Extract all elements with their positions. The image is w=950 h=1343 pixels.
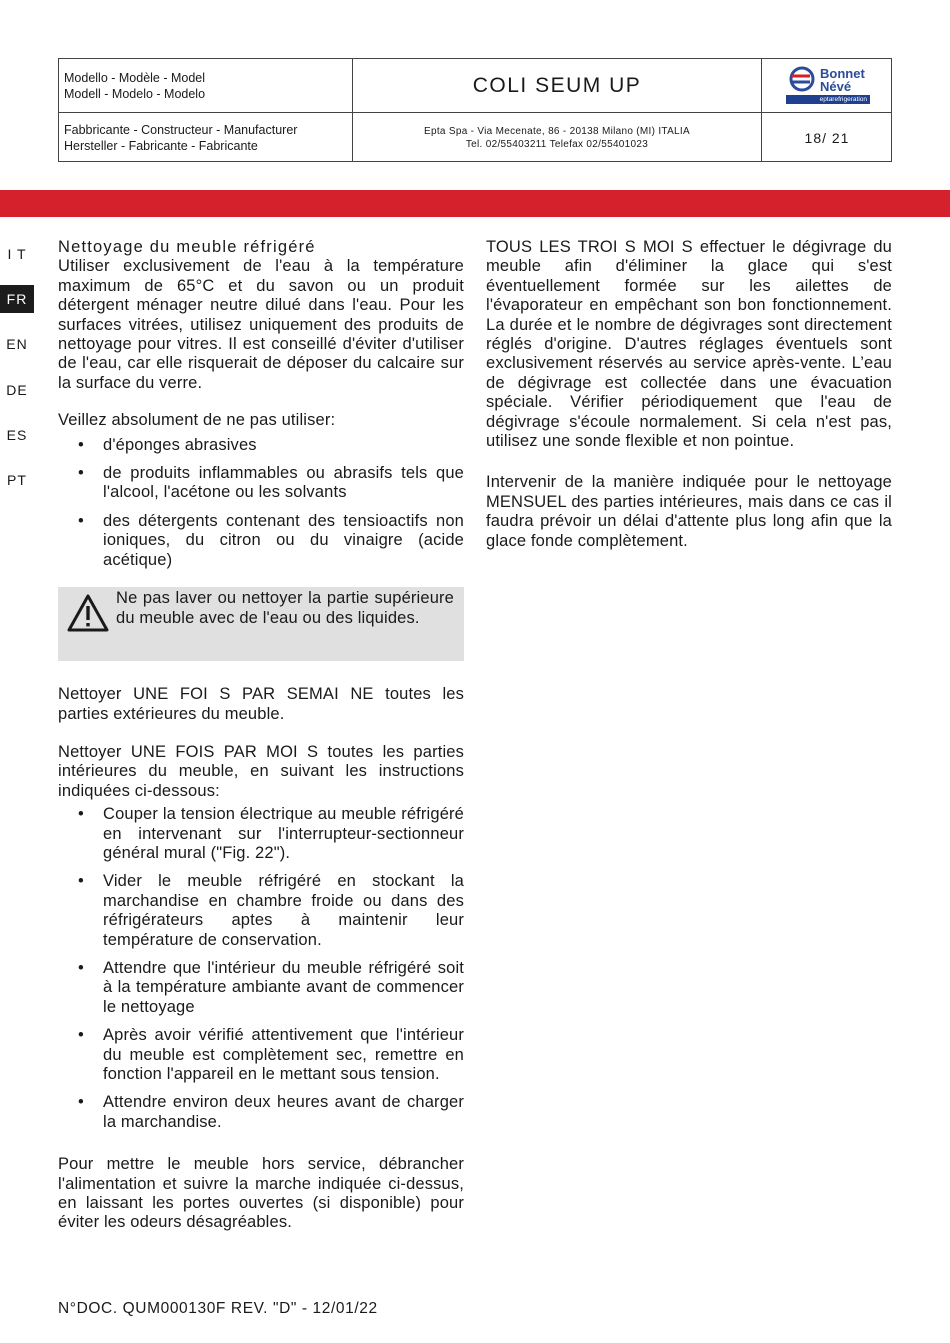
list-item: • d'éponges abrasives [58, 436, 464, 455]
lang-tab-en[interactable]: EN [6, 336, 28, 352]
lang-tab-fr[interactable]: FR [0, 285, 34, 313]
monthly-paragraph: Nettoyer UNE FOIS PAR MOI S toutes les parties intérieures du meuble, en suivant les instructions indiquées ci-dessous: [58, 742, 464, 800]
warning-box [58, 587, 464, 661]
list-item: • Vider le meuble réfrigéré en stockant la marchandise en chambre froide ou dans des réfrigérateurs aptes à maintenir leur température de conservation. [58, 872, 464, 950]
intro-paragraph: Utiliser exclusivement de l'eau à la température maximum de 65°C et du savon ou un produit détergent ménager neutre dilué dans l'eau. Pour les surfaces vitrées, utilisez uniquement des produits de nettoyage pour vitres. Il est conseillé d'éviter d'utiliser de l'eau, car elle risquerait de déposer du calcaire sur la surface du verre. [58, 257, 464, 392]
document-number: N°DOC. QUM000130F REV. "D" - 12/01/22 [58, 1300, 378, 1317]
section-title: Nettoyage du meuble réfrigéré [58, 238, 316, 256]
lang-tab-it[interactable]: I T [7, 246, 27, 262]
quarterly-paragraph: TOUS LES TROI S MOI S effectuer le dégivrage du meuble afin d'éliminer la glace qui s'est éventuellement formée sur les ailettes de l'évaporateur en empêchant son bon fonctionnement. La durée et le nombre de dégivrages sont directement réglés d'origine. D'autres réglages éventuels sont exclusivement réservés au service après-vente. L’eau de dégivrage est collectée dans une évacuation spéciale. Vérifier périodiquement que l'eau de dégivrage s'écoule normalement. Si cela n'est pas, utilisez une sonde flexible et non pointue. [486, 238, 892, 451]
logo-text: Bonnet Névé [820, 66, 865, 94]
list-item: • Couper la tension électrique au meuble réfrigéré en intervenant sur l'interrupteur-sectionneur général mural ("Fig. 22"). [58, 805, 464, 863]
model-label-line-1: Modello - Modèle - Model [64, 71, 206, 85]
logo-tagline: eptarefrigeration [786, 95, 870, 104]
manufacturer-label [64, 122, 297, 154]
logo-emblem-icon [788, 65, 818, 95]
document-header [58, 58, 892, 162]
manufacturer-address [353, 113, 761, 162]
address-line-2: Tel. 02/55403211 Telefax 02/55401023 [465, 138, 649, 150]
lang-tab-de[interactable]: DE [6, 382, 28, 398]
model-label-line-2: Modell - Modelo - Modelo [64, 87, 206, 101]
manufacturer-label-line-1: Fabbricante - Constructeur - Manufacturer [64, 123, 298, 137]
monthly-steps-list [58, 805, 464, 1132]
warning-icon [67, 593, 109, 633]
list-item: • Après avoir vérifié attentivement que l'intérieur du meuble est complètement sec, remettre en fonction l'appareil en le mettant sous tension. [58, 1026, 464, 1084]
avoid-heading: Veillez absolument de ne pas utiliser: [58, 411, 336, 430]
model-name: COLI SEUM UP [472, 73, 642, 97]
model-label [64, 70, 205, 102]
lang-tab-pt[interactable]: PT [7, 472, 27, 488]
manufacturer-label-line-2: Hersteller - Fabricante - Fabricante [64, 139, 258, 153]
lang-tab-es[interactable]: ES [6, 427, 28, 443]
page-number: 18/ 21 [804, 129, 850, 146]
list-item: • Attendre environ deux heures avant de charger la marchandise. [58, 1093, 464, 1132]
right-column [486, 238, 892, 551]
address-line-1: Epta Spa - Via Mecenate, 86 - 20138 Milano (MI) ITALIA [424, 125, 690, 137]
avoid-list [58, 436, 464, 570]
section-band [0, 190, 950, 217]
monthly-note-paragraph: Intervenir de la manière indiquée pour le nettoyage MENSUEL des parties intérieures, mais dans ce cas il faudra prévoir un délai d'attente plus long afin que la glace fonde complètement. [486, 473, 892, 550]
warning-text: Ne pas laver ou nettoyer la partie supérieure du meuble avec de l'eau ou des liquides. [116, 589, 454, 627]
list-item: • Attendre que l'intérieur du meuble réfrigéré soit à la température ambiante avant de commencer le nettoyage [58, 959, 464, 1017]
weekly-paragraph: Nettoyer UNE FOI S PAR SEMAI NE toutes les parties extérieures du meuble. [58, 685, 464, 723]
list-item: • des détergents contenant des tensioactifs non ioniques, du citron ou du vinaigre (acide acétique) [58, 512, 464, 570]
list-item: • de produits inflammables ou abrasifs tels que l'alcool, l'acétone ou les solvants [58, 464, 464, 503]
out-of-service-paragraph: Pour mettre le meuble hors service, débrancher l'alimentation et suivre la marche indiquée ci-dessus, en laissant les portes ouvertes (si disponible) pour éviter les odeurs désagréables. [58, 1155, 464, 1232]
left-column [58, 238, 464, 1233]
brand-logo [762, 59, 892, 112]
